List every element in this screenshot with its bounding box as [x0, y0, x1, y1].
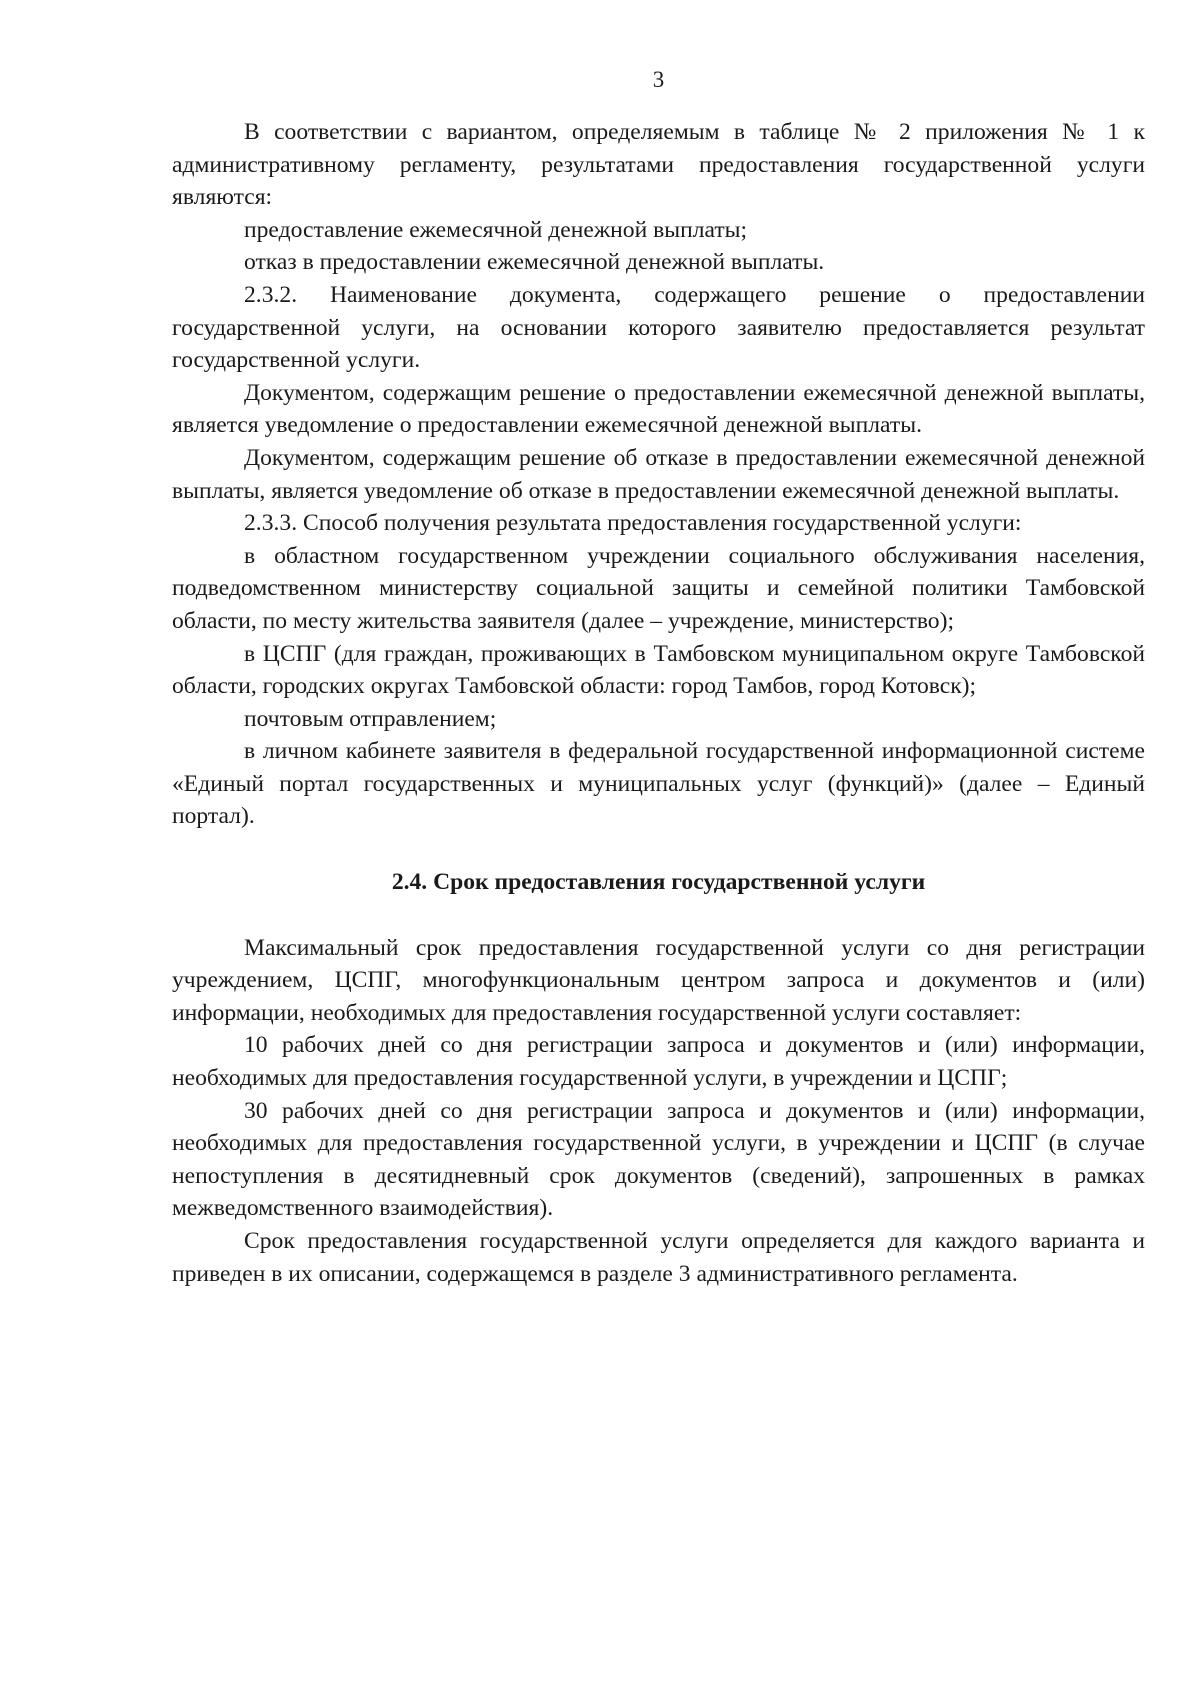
paragraph-term-variant: Срок предоставления государственной услуги определяется для каждого варианта и приведен в их описании, содержащемся в разделе 3 административного регламента. [172, 1228, 1145, 1287]
paragraph-result-grant: предоставление ежемесячной денежной выплаты; [244, 216, 748, 243]
paragraph-refusal-document: Документом, содержащим решение об отказе в предоставлении ежемесячной денежной выплаты, является уведомление об отказе в предоставлении ежемесячной денежной выплаты. [172, 444, 1145, 504]
page-number: 3 [652, 67, 665, 92]
paragraph-results-intro: В соответствии с вариантом, определяемым в таблице № 2 приложения № 1 к административному регламенту, результатами предоставления государственной услуги являются: [172, 119, 1145, 211]
paragraph-max-term: Максимальный срок предоставления государственной услуги со дня регистрации учреждением, ЦСПГ, многофункциональным центром запроса и документов и (или) информации, необходимых для предоставления государственной услуги составляет: [172, 934, 1145, 1026]
section-heading-2-4: 2.4. Срок предоставления государственной услуги [391, 869, 926, 896]
paragraph-2-3-3: 2.3.3. Способ получения результата предоставления государственной услуги: [244, 510, 1022, 537]
paragraph-term-30-days: 30 рабочих дней со дня регистрации запроса и документов и (или) информации, необходимых для предоставления государственной услуги, в учреждении и ЦСПГ (в случае непоступления в десятидневный срок документов (сведений), запрошенных в рамках межведомственного взаимодействия). [172, 1097, 1145, 1222]
paragraph-method-cspg: в ЦСПГ (для граждан, проживающих в Тамбовском муниципальном округе Тамбовской области, городских округах Тамбовской области: город Тамбов, город Котовск); [172, 640, 1145, 700]
paragraph-method-post: почтовым отправлением; [244, 705, 497, 732]
document-page [172, 64, 1145, 1290]
paragraph-method-institution: в областном государственном учреждении социального обслуживания населения, подведомственном министерству социальной защиты и семейной политики Тамбовской области, по месту жительства заявителя (далее – учреждение, министерство); [172, 542, 1145, 634]
paragraph-term-10-days: 10 рабочих дней со дня регистрации запроса и документов и (или) информации, необходимых для предоставления государственной услуги, в учреждении и ЦСПГ; [172, 1032, 1145, 1092]
paragraph-result-refusal: отказ в предоставлении ежемесячной денежной выплаты. [244, 249, 825, 276]
paragraph-2-3-2: 2.3.2. Наименование документа, содержащего решение о предоставлении государственной услуги, на основании которого заявителю предоставляется результат государственной услуги. [172, 281, 1145, 374]
paragraph-method-portal: в личном кабинете заявителя в федеральной государственной информационной системе «Единый портал государственных и муниципальных услуг (функций)» (далее – Единый портал). [172, 738, 1145, 830]
paragraph-grant-document: Документом, содержащим решение о предоставлении ежемесячной денежной выплаты, является уведомление о предоставлении ежемесячной денежной выплаты. [172, 379, 1145, 439]
